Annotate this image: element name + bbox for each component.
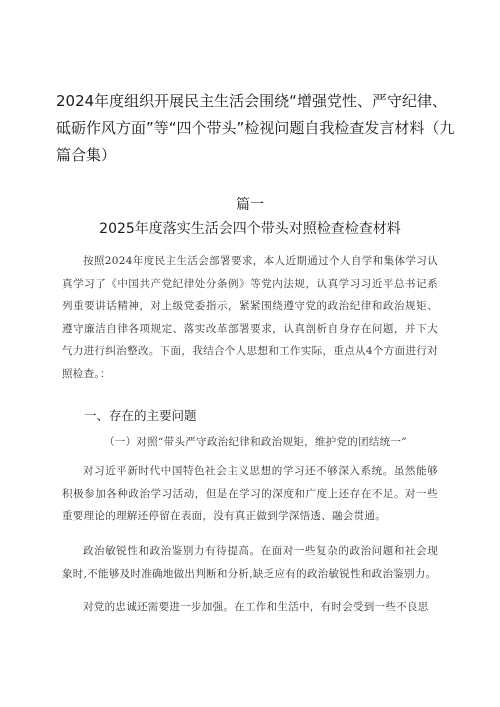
intro-paragraph: 按照2024年度民主生活会部署要求，本人近期通过个人自学和集体学习认真学习了《中国共产党纪律处分条例》等党内法规，认真学习习近平总书记系列重要讲话精神，对上级党委指示，紧紧围绕遵守党的政治纪律和政治规矩、遵守廉洁自律各项规定、落实改革部署要求，认真剖析自身存在问题，并下大气力进行纠治整改。下面，我结合个人思想和工作实际，重点从4个方面进行对照检查。： (62, 255, 438, 380)
section-title: 2025年度落实生活会四个带头对照检查检查材料 (99, 221, 401, 237)
section-label: 篇一 (236, 197, 264, 213)
sub-heading-political-discipline: （一）对照“带头严守政治纪律和政治规矩，维护党的团结统一” (104, 436, 407, 448)
heading-existing-problems: 一、存在的主要问题 (84, 408, 197, 423)
document-title: 2024年度组织开展民主生活会围绕“增强党性、严守纪律、砥砺作风方面”等“四个带头”检视问题自我检查发言材料（九篇合集） (56, 92, 455, 164)
body-paragraph: 政治敏锐性和政治鉴别力有待提高。在面对一些复杂的政治问题和社会现象时,不能够及时准确地做出判断和分析,缺乏应有的政治敏锐性和政治鉴别力。 (62, 545, 438, 580)
body-paragraph: 对党的忠诚还需要进一步加强。在工作和生活中，有时会受到一些不良思 (83, 601, 429, 613)
body-paragraph: 对习近平新时代中国特色社会主义思想的学习还不够深入系统。虽然能够积极参加各种政治学习活动，但是在学习的深度和广度上还存在不足。对一些重要理论的理解还停留在表面，没有真正做到学深悟透、融会贯通。 (62, 465, 438, 522)
